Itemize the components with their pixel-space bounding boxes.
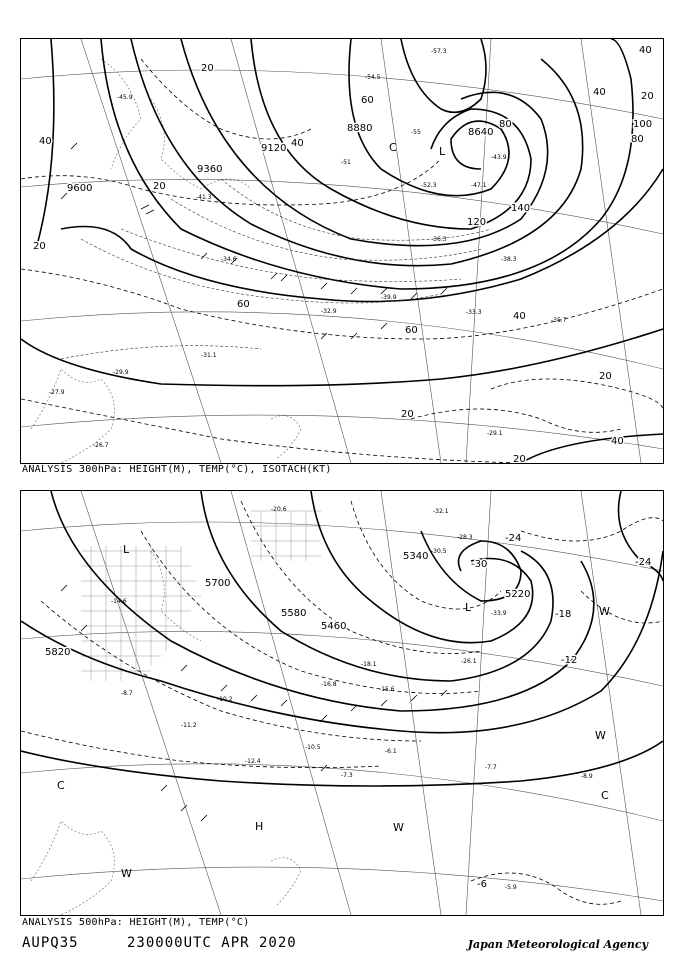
- map-panel-500hpa: [20, 490, 664, 916]
- isotach-label-60-a: 60: [361, 95, 374, 106]
- temp-label: -39.9: [381, 294, 397, 301]
- map-300hpa-svg: [21, 39, 663, 463]
- isotach-label-20-g: 20: [641, 91, 654, 102]
- isotach-label-40-b: 40: [593, 87, 606, 98]
- temp-label: -8.7: [121, 690, 133, 697]
- temp-label: -43.9: [491, 154, 507, 161]
- temp-label: -26.7: [93, 442, 109, 449]
- cold-symbol: C: [601, 789, 609, 802]
- isotach-label-20-a: 20: [201, 63, 214, 74]
- temp-label: -30.5: [431, 548, 447, 555]
- temp-contour-label: -18: [555, 609, 572, 620]
- temp-label: -51: [341, 159, 351, 166]
- caption-500hpa: ANALYSIS 500hPa: HEIGHT(M), TEMP(°C): [22, 917, 250, 928]
- isotach-lines: [21, 59, 663, 463]
- temp-contour-label: -24: [505, 533, 522, 544]
- temp-label: -47.1: [471, 182, 487, 189]
- temp-label: -11.2: [181, 722, 197, 729]
- temp-label: -20.6: [271, 506, 287, 513]
- temp-label: -52.3: [421, 182, 437, 189]
- temp-label: -57.3: [431, 48, 447, 55]
- temp-label: -5.9: [505, 884, 517, 891]
- temp-label: -15.6: [379, 686, 395, 693]
- temp-label: -29.1: [487, 430, 503, 437]
- temp-label: -36.3: [431, 236, 447, 243]
- temp-contour-label: -24: [635, 557, 652, 568]
- warm-symbol: W: [393, 821, 404, 834]
- height-label-8640: 8640: [468, 127, 494, 138]
- temp-label: -8.9: [581, 773, 593, 780]
- isotach-label-80-b: 80: [499, 119, 512, 130]
- warm-symbol: W: [595, 729, 606, 742]
- cold-symbol: C: [57, 779, 65, 792]
- high-pressure-symbol: H: [255, 820, 264, 833]
- isotach-label-20-c: 20: [33, 241, 46, 252]
- isotach-label-40-a: 40: [39, 136, 52, 147]
- isotach-label-20-b: 20: [153, 181, 166, 192]
- height-label-5340: 5340: [403, 551, 429, 562]
- isotach-label-140: 140: [511, 203, 531, 214]
- temp-contour-label: -30: [471, 559, 488, 570]
- height-label-9600: 9600: [67, 183, 93, 194]
- map-panel-300hpa: [20, 38, 664, 464]
- temp-label: -41.3: [196, 194, 212, 201]
- caption-300hpa: ANALYSIS 300hPa: HEIGHT(M), TEMP(°C), ISOTACH(KT): [22, 464, 332, 475]
- temp-label: -54.5: [365, 74, 381, 81]
- temp-label: -28.3: [457, 534, 473, 541]
- temp-contour-label: -12: [561, 655, 578, 666]
- cold-symbol: C: [389, 141, 397, 154]
- temp-label: -33.9: [491, 610, 507, 617]
- temp-label: -34.6: [221, 256, 237, 263]
- temp-label: -6.1: [385, 748, 397, 755]
- temp-label: -38.3: [501, 256, 517, 263]
- temp-label: -33.3: [466, 309, 482, 316]
- height-contours: [21, 39, 663, 463]
- height-label-5820: 5820: [45, 647, 71, 658]
- height-label-8880: 8880: [347, 123, 373, 134]
- height-label-5460: 5460: [321, 621, 347, 632]
- temp-label: -14.6: [111, 598, 127, 605]
- temp-label: -12.4: [245, 758, 261, 765]
- temp-label: -16.8: [321, 681, 337, 688]
- temp-label: -7.7: [485, 764, 497, 771]
- chart-code: AUPQ35: [22, 935, 79, 951]
- isotach-label-60-b: 60: [405, 325, 418, 336]
- analysis-time: 230000UTC APR 2020: [127, 935, 297, 951]
- temp-label: -55: [411, 129, 421, 136]
- low-pressure-symbol: L: [465, 601, 472, 614]
- height-label-9120: 9120: [261, 143, 287, 154]
- graticule-lines: [21, 39, 663, 463]
- temp-label: -27.9: [49, 389, 65, 396]
- warm-symbol: W: [599, 605, 610, 618]
- temp-label: -18.1: [361, 661, 377, 668]
- height-label-9360: 9360: [197, 164, 223, 175]
- warm-symbol: W: [121, 867, 132, 880]
- low-pressure-symbol: L: [439, 145, 446, 158]
- temp-label: -45.9: [117, 94, 133, 101]
- isotach-label-40-c: 40: [513, 311, 526, 322]
- isotach-label-20-d: 20: [401, 409, 414, 420]
- temp-label: -29.9: [113, 369, 129, 376]
- temp-label: -7.3: [341, 772, 353, 779]
- isotach-label-40-f: 40: [639, 45, 652, 56]
- temp-label: -10.2: [217, 696, 233, 703]
- low-pressure-symbol: L: [123, 543, 130, 556]
- height-label-5580: 5580: [281, 608, 307, 619]
- temp-label: -10.5: [305, 744, 321, 751]
- map-500hpa-svg: [21, 491, 663, 915]
- isotach-label-60-c: 60: [237, 299, 250, 310]
- temperature-lines: [61, 179, 491, 359]
- isotach-label-20-e: 20: [599, 371, 612, 382]
- isotach-label-80-a: 80: [631, 134, 644, 145]
- wind-barbs: [61, 143, 447, 339]
- isotach-label-40-e: 40: [291, 138, 304, 149]
- temp-label: -32.9: [321, 308, 337, 315]
- temp-label: -35.7: [551, 317, 567, 324]
- temp-label: -32.1: [433, 508, 449, 515]
- temperature-labels: [49, 48, 567, 449]
- height-label-5220: 5220: [505, 589, 531, 600]
- temp-label: -31.1: [201, 352, 217, 359]
- temp-label: -26.1: [461, 658, 477, 665]
- isotach-label-120: 120: [467, 217, 487, 228]
- isotach-label-100: 100: [633, 119, 653, 130]
- isotach-label-20-f: 20: [513, 454, 526, 463]
- height-contours: [21, 491, 663, 786]
- agency-name: Japan Meteorological Agency: [467, 938, 648, 951]
- isotach-label-40-d: 40: [611, 436, 624, 447]
- temperature-station-labels: [111, 506, 593, 891]
- temp-contour-label: -6: [477, 879, 487, 890]
- height-label-5700: 5700: [205, 578, 231, 589]
